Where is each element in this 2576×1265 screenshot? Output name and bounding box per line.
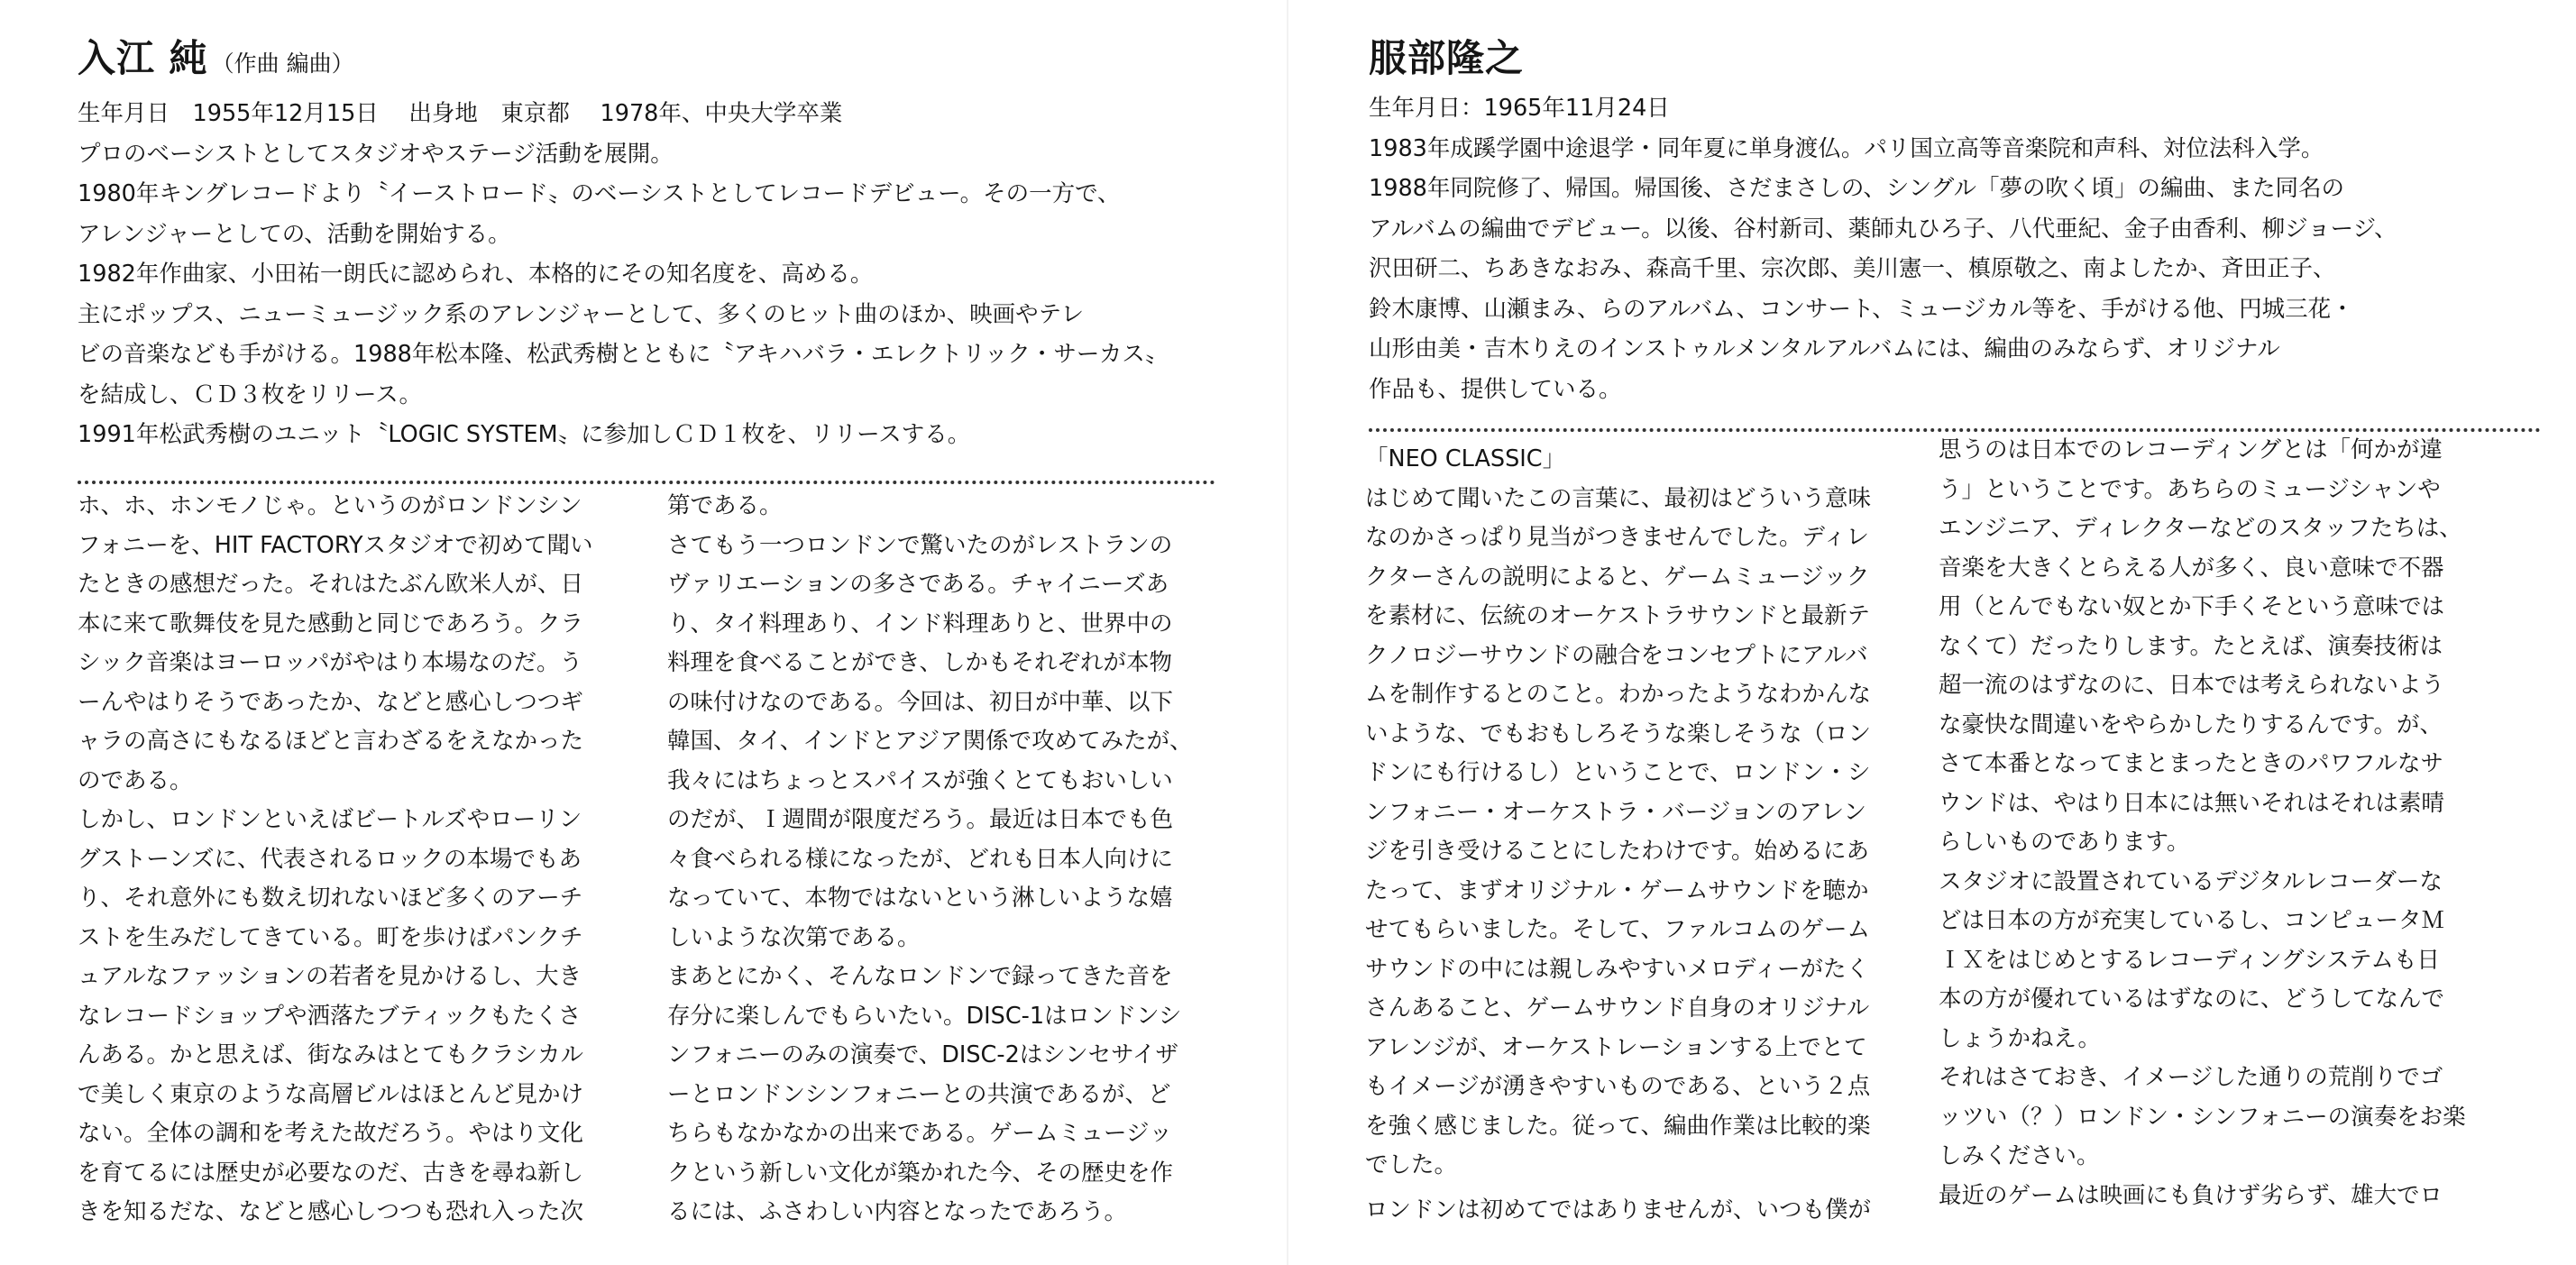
text-line: を結成し、ＣＤ３枚をリリース。 bbox=[78, 380, 422, 408]
text-line: 「NEO CLASSIC」 bbox=[1365, 445, 1566, 472]
text-line: 1980年キングレコードより〝イーストロード〟のベーシストとしてレコードデビュー。その一方で、 bbox=[78, 180, 1121, 207]
text-line: 音楽を大きくとらえる人が多く、良い意味で不器 bbox=[1939, 554, 2444, 582]
text-line: なくて）だったりします。たとえば、演奏技術は bbox=[1939, 632, 2443, 660]
text-line: ッツい（？）ロンドン・シンフォニーの演奏をお楽 bbox=[1939, 1103, 2466, 1131]
text-line: サウンドの中には親しみやすいメロディーがたく bbox=[1365, 955, 1869, 983]
text-line: 超一流のはずなのに、日本では考えられないよう bbox=[1939, 672, 2445, 699]
text-line: でした。 bbox=[1365, 1151, 1458, 1178]
text-line: 1991年松武秀樹のユニット〝LOGIC SYSTEM〟に参加しＣＤ１枚を、リリースする。 bbox=[78, 421, 971, 448]
text-line: たって、まずオリジナル・ゲームサウンドを聴か bbox=[1365, 876, 1869, 904]
text-line: 生年月日 1955年12月15日 出身地 東京都 1978年、中央大学卒業 bbox=[78, 100, 843, 127]
text-line: さんあること、ゲームサウンド自身のオリジナル bbox=[1365, 995, 1870, 1022]
text-line: ドンにも行けるし）ということで、ロンドン・シ bbox=[1365, 759, 1871, 786]
text-line: 我々にはちょっとスパイスが強くとてもおいしい bbox=[667, 766, 1173, 794]
text-line: どは日本の方が充実しているし、コンピュータＭ bbox=[1939, 907, 2445, 934]
text-line: しかし、ロンドンといえばビートルズやローリン bbox=[78, 806, 582, 833]
text-line: ンフォニー・オーケストラ・バージョンのアレン bbox=[1365, 798, 1867, 826]
text-line: アルバムの編曲でデビュー。以後、谷村新司、薬師丸ひろ子、八代亜紀、金子由香利、柳ジョージ、 bbox=[1369, 215, 2397, 243]
hattori-takayuki-bio bbox=[1369, 32, 2541, 409]
text-line: で美しく東京のような高層ビルはほとんど見かけ bbox=[78, 1080, 584, 1108]
text-line: プロのベーシストとしてスタジオやステージ活動を展開。 bbox=[78, 140, 674, 168]
text-line: しいような次第である。 bbox=[667, 923, 921, 951]
text-line: り、それ意外にも数え切れないほど多くのアーチ bbox=[78, 885, 583, 912]
text-line: ストを生みだしてきている。町を歩けばパンクチ bbox=[78, 923, 583, 951]
text-line: はじめて聞いたこの言葉に、最初はどういう意味 bbox=[1365, 484, 1872, 512]
text-line: ちらもなかなかの出来である。ゲームミュージッ bbox=[667, 1120, 1172, 1147]
text-line: まあとにかく、そんなロンドンで録ってきた音を bbox=[667, 963, 1173, 990]
text-line: ビの音楽なども手がける。1988年松本隆、松武秀樹とともに〝アキハバラ・エレクトリック・サーカス〟 bbox=[78, 341, 1169, 368]
essay-column-1 bbox=[78, 487, 593, 1233]
text-line: せてもらいました。そして、ファルコムのゲーム bbox=[1365, 916, 1870, 943]
text-line: なのかさっぱり見当がつきませんでした。ディレ bbox=[1365, 524, 1869, 551]
text-line: 韓国、タイ、インドとアジア関係で攻めてみたが、 bbox=[667, 728, 1193, 755]
text-line: さてもう一つロンドンで驚いたのがレストランの bbox=[667, 531, 1173, 559]
text-line: しみください。 bbox=[1939, 1142, 2100, 1169]
text-line: 料理を食べることができ、しかもそれぞれが本物 bbox=[667, 649, 1172, 676]
text-line: クという新しい文化が築かれた今、その歴史を作 bbox=[667, 1159, 1174, 1187]
text-line: のだが、Ｉ週間が限度だろう。最近は日本でも色 bbox=[667, 806, 1174, 833]
text-line: 々食べられる様になったが、どれも日本人向けに bbox=[667, 845, 1174, 873]
text-line: を素材に、伝統のオーケストラサウンドと最新テ bbox=[1365, 602, 1870, 629]
text-line: ロンドンは初めてではありませんが、いつも僕が bbox=[1365, 1196, 1872, 1224]
text-line: シック音楽はヨーロッパがやはり本場なのだ。う bbox=[78, 649, 582, 676]
essay-column-2 bbox=[1939, 431, 2466, 1215]
text-line: を強く感じました。従って、編曲作業は比較的楽 bbox=[1365, 1112, 1871, 1140]
text-line: ュアルなファッションの若者を見かけるし、大き bbox=[78, 963, 582, 990]
text-line: を育てるには歴史が必要なのだ、古きを尋ね新し bbox=[78, 1159, 584, 1187]
text-line: るには、ふさわしい内容となったであろう。 bbox=[667, 1198, 1128, 1225]
text-line: 作品も、提供している。 bbox=[1369, 375, 1622, 403]
text-line: クターさんの説明によると、ゲームミュージック bbox=[1365, 563, 1870, 591]
text-line: ャラの高さにもなるほどと言わざるをえなかった bbox=[78, 728, 584, 755]
bio-text bbox=[78, 94, 1250, 455]
text-line: 存分に楽しんでもらいたい。DISC-1はロンドンシ bbox=[667, 1002, 1182, 1030]
text-line: グストーンズに、代表されるロックの本場でもあ bbox=[78, 845, 582, 873]
text-line: 最近のゲームは映画にも負けず劣らず、雄大でロ bbox=[1939, 1181, 2443, 1209]
text-line: 1982年作曲家、小田祐一朗氏に認められ、本格的にその知名度を、高める。 bbox=[78, 261, 874, 288]
text-line: スタジオに設置されているデジタルレコーダーな bbox=[1939, 867, 2443, 895]
text-line: もイメージが湧きやすいものである、という２点 bbox=[1365, 1073, 1871, 1100]
artist-name: 入江 純 bbox=[78, 36, 208, 80]
text-line: ジを引き受けることにしたわけです。始めるにあ bbox=[1365, 838, 1869, 865]
text-line: 山形由美・吉木りえのインストゥルメンタルアルバムには、編曲のみならず、オリジナル bbox=[1369, 335, 2280, 362]
text-line: なレコードショップや洒落たブティックもたくさ bbox=[78, 1002, 582, 1030]
artist-name: 服部隆之 bbox=[1369, 36, 1525, 80]
bio-heading bbox=[78, 32, 1250, 90]
text-line: ヴァリエーションの多さである。チャイニーズあ bbox=[667, 571, 1169, 598]
artist-role: （作曲 編曲） bbox=[211, 50, 354, 77]
essay-column-1 bbox=[1365, 440, 1871, 1230]
text-line: んある。かと思えば、街なみはとてもクラシカル bbox=[78, 1041, 584, 1068]
text-line: ホ、ホ、ホンモノじゃ。というのがロンドンシン bbox=[78, 492, 582, 519]
text-line: クノロジーサウンドの融合をコンセプトにアルバ bbox=[1365, 641, 1868, 669]
text-line: 生年月日：1965年11月24日 bbox=[1369, 95, 1670, 122]
text-line: しょうかねえ。 bbox=[1939, 1024, 2102, 1052]
text-line: ムを制作するとのこと。わかったようなわかんな bbox=[1365, 681, 1872, 708]
text-line: アレンジが、オーケストレーションする上でとて bbox=[1365, 1033, 1867, 1061]
text-line: う」ということです。あちらのミュージシャンや bbox=[1939, 475, 2441, 503]
text-line: 鈴木康博、山瀬まみ、らのアルバム、コンサート、ミュージカル等を、手がける他、円城三花・ bbox=[1369, 295, 2354, 323]
text-line: の味付けなのである。今回は、初日が中華、以下 bbox=[667, 688, 1174, 716]
text-line: ーんやはりそうであったか、などと感心しつつギ bbox=[78, 688, 583, 716]
text-line: ンフォニーのみの演奏で、DISC-2はシンセサイザ bbox=[667, 1041, 1178, 1068]
text-line: ーとロンドンシンフォニーとの共演であるが、ど bbox=[667, 1080, 1171, 1108]
right-page bbox=[1288, 0, 2576, 1265]
text-line: きを知るだな、などと感心しつつも恐れ入った次 bbox=[78, 1198, 584, 1225]
text-line: いような、でもおもしろそうな楽しそうな（ロン bbox=[1365, 720, 1872, 747]
bio-heading bbox=[1369, 32, 2541, 85]
text-line: アレンジャーとしての、活動を開始する。 bbox=[78, 220, 511, 248]
text-line: 沢田研二、ちあきなおみ、森高千里、宗次郎、美川憲一、槙原敬之、南よしたか、斉田正子、 bbox=[1369, 255, 2336, 282]
irie-jun-bio bbox=[78, 32, 1250, 455]
text-line: 1988年同院修了、帰国。帰国後、さだまさしの、シングル「夢の吹く頃」の編曲、また同名の bbox=[1369, 175, 2344, 202]
dotted-divider bbox=[78, 481, 1215, 484]
text-line: ない。全体の調和を考えた故だろう。やはり文化 bbox=[78, 1120, 584, 1147]
text-line: さて本番となってまとまったときのパワフルなサ bbox=[1939, 750, 2443, 777]
text-line: 主にポップス、ニューミュージック系のアレンジャーとして、多くのヒット曲のほか、映画やテレ bbox=[78, 300, 1085, 328]
text-line: フォニーを、HIT FACTORYスタジオで初めて聞い bbox=[78, 531, 593, 559]
text-line: ＩＸをはじめとするレコーディングシステムも日 bbox=[1939, 946, 2440, 974]
text-line: 1983年成蹊学園中途退学・同年夏に単身渡仏。パリ国立高等音楽院和声科、対位法科入学。 bbox=[1369, 134, 2324, 162]
text-line: ウンドは、やはり日本には無いそれはそれは素晴 bbox=[1939, 789, 2445, 817]
text-line: らしいものであります。 bbox=[1939, 829, 2190, 856]
text-line: 第である。 bbox=[667, 492, 783, 519]
bio-text bbox=[1369, 88, 2541, 409]
text-line: 本の方が優れているはずなのに、どうしてなんで bbox=[1939, 985, 2445, 1013]
text-line: 用（とんでもない奴とか下手くそという意味では bbox=[1939, 593, 2445, 620]
essay-column-2 bbox=[667, 487, 1193, 1233]
text-line: な豪快な間違いをやらかしたりするんです。が、 bbox=[1939, 710, 2443, 738]
text-line: のである。 bbox=[78, 766, 193, 794]
text-line: なっていて、本物ではないという淋しいような嬉 bbox=[667, 885, 1173, 912]
text-line: それはさておき、イメージした通りの荒削りでゴ bbox=[1939, 1064, 2443, 1091]
text-line: エンジニア、ディレクターなどのスタッフたちは、 bbox=[1939, 515, 2462, 542]
text-line: り、タイ料理あり、インド料理ありと、世界中の bbox=[667, 610, 1173, 637]
text-line: 本に来て歌舞伎を見た感動と同じであろう。クラ bbox=[78, 610, 584, 637]
text-line: 思うのは日本でのレコーディングとは「何かが違 bbox=[1939, 436, 2443, 463]
text-line: たときの感想だった。それはたぶん欧米人が、日 bbox=[78, 571, 584, 598]
